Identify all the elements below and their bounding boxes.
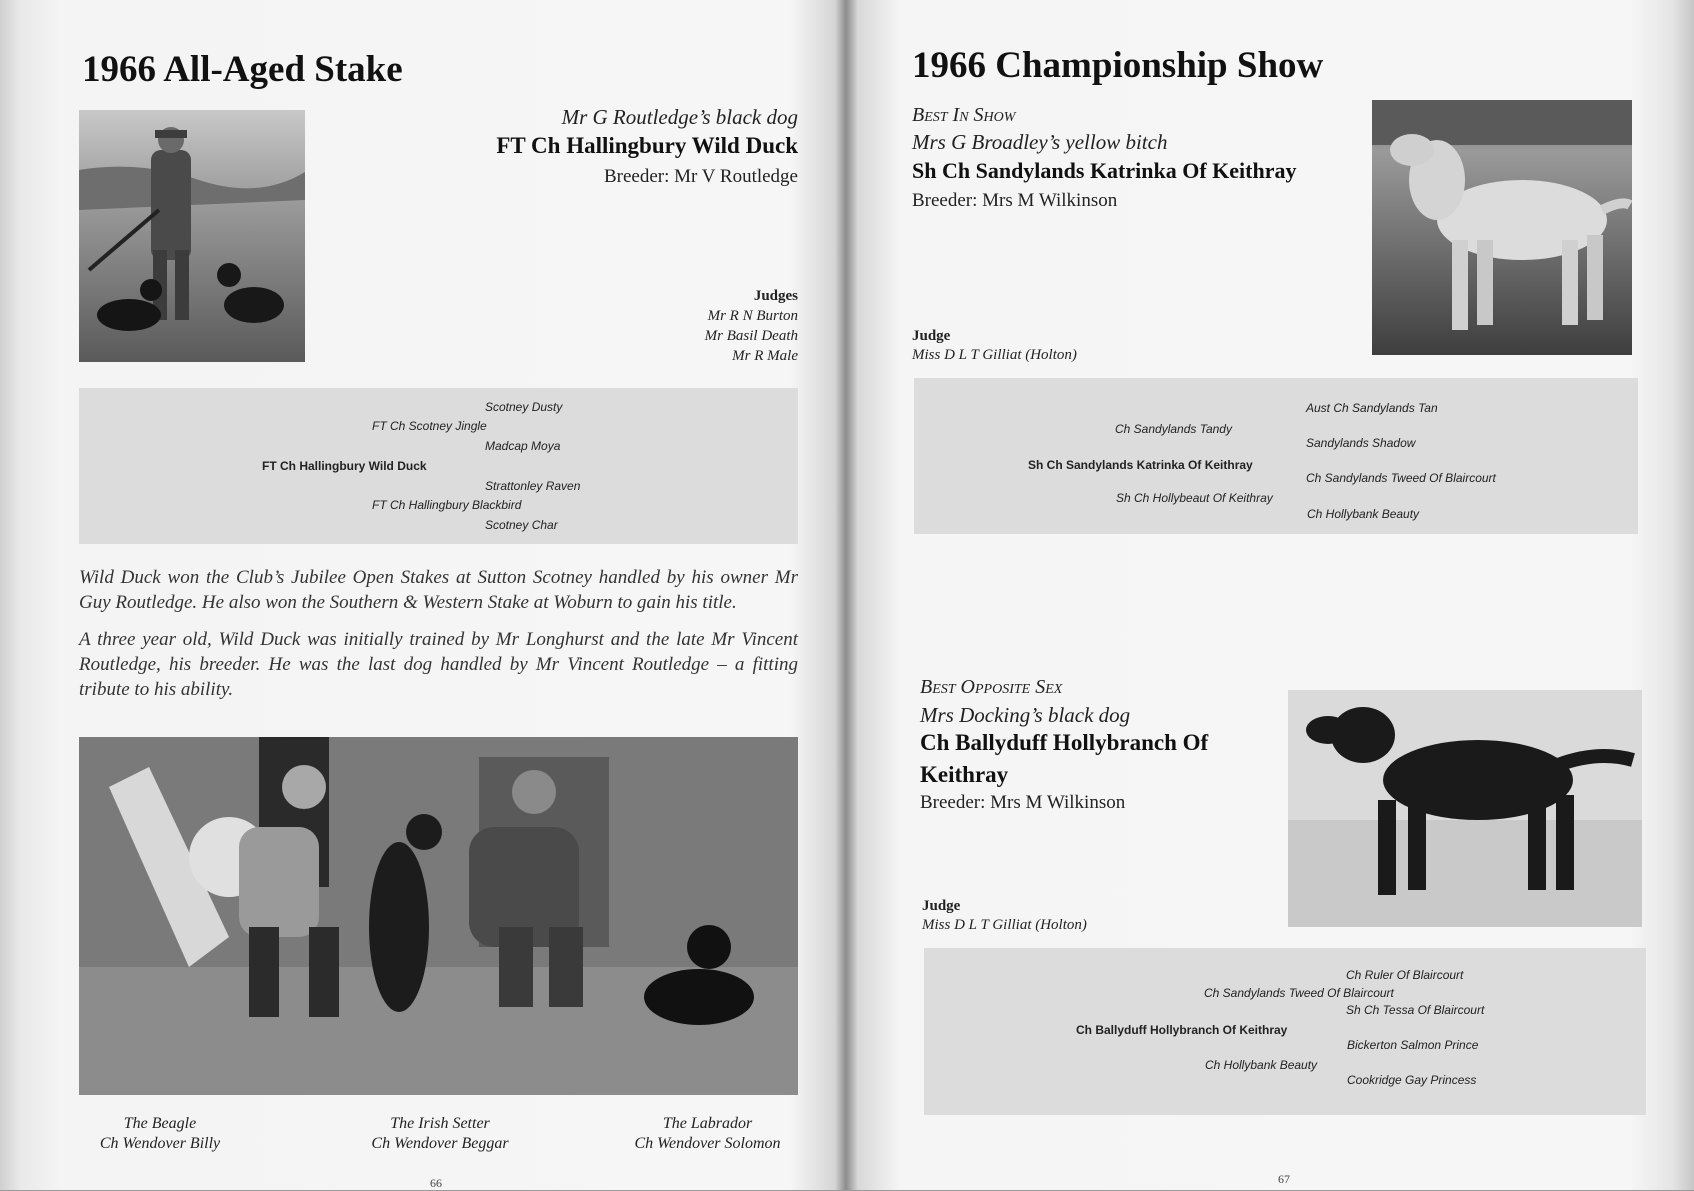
bos-owner-line: Mrs Docking’s black dog <box>920 703 1131 727</box>
bos-dog-name-line2: Keithray <box>920 762 1009 787</box>
caption-irish-setter <box>360 1114 520 1154</box>
judge-name: Mr R Male <box>732 348 798 364</box>
caption-dog-name: Ch Wendover Beggar <box>371 1135 509 1152</box>
caption-dog-name: Ch Wendover Billy <box>99 1135 221 1152</box>
pedigree-dam: Ch Hollybank Beauty <box>1205 1058 1318 1072</box>
bos-judge-heading: Judge <box>922 898 961 914</box>
pedigree-dam-dam: Scotney Char <box>485 518 558 532</box>
pedigree-dam: FT Ch Hallingbury Blackbird <box>372 498 522 512</box>
pedigree-sire-sire: Ch Ruler Of Blaircourt <box>1346 968 1464 982</box>
pedigree-subject: FT Ch Hallingbury Wild Duck <box>262 459 427 473</box>
judge-name: Mr R N Burton <box>707 308 798 324</box>
caption-breed: The Beagle <box>123 1115 197 1132</box>
photo-black-labrador <box>1288 690 1642 927</box>
pedigree-sire-dam: Sandylands Shadow <box>1306 436 1416 450</box>
pedigree-subject: Ch Ballyduff Hollybranch Of Keithray <box>1076 1023 1288 1037</box>
caption-beagle <box>80 1114 240 1154</box>
pedigree-chart <box>79 388 798 544</box>
pedigree-dam-sire: Bickerton Salmon Prince <box>1347 1038 1479 1052</box>
pedigree-subject: Sh Ch Sandylands Katrinka Of Keithray <box>1028 458 1253 472</box>
caption-breed: The Labrador <box>662 1115 753 1132</box>
pedigree-dam: Sh Ch Hollybeaut Of Keithray <box>1116 491 1273 505</box>
pedigree-dam-sire: Ch Sandylands Tweed Of Blaircourt <box>1306 471 1496 485</box>
right-page-title: 1966 Championship Show <box>912 45 1324 86</box>
bis-judge-heading: Judge <box>912 328 951 344</box>
dog-name: FT Ch Hallingbury Wild Duck <box>496 133 798 158</box>
bis-pedigree-chart <box>914 378 1638 534</box>
pedigree-dam-sire: Strattonley Raven <box>485 479 581 493</box>
body-paragraph: Wild Duck won the Club’s Jubilee Open Stakes at Sutton Scotney handled by his owner Mr Guy Routledge. He also won the Southern & Western Stake at Woburn to gain his title. <box>79 567 798 613</box>
photo-group-with-dogs <box>79 737 798 1095</box>
pedigree-sire-sire: Aust Ch Sandylands Tan <box>1306 401 1438 415</box>
caption-labrador <box>620 1114 795 1154</box>
judge-name: Mr Basil Death <box>704 328 798 344</box>
photo-handler-with-dogs <box>79 110 305 362</box>
bis-owner-line: Mrs G Broadley’s yellow bitch <box>912 130 1168 154</box>
pedigree-sire-dam: Madcap Moya <box>485 439 561 453</box>
owner-line: Mr G Routledge’s black dog <box>561 105 798 129</box>
pedigree-sire: FT Ch Scotney Jingle <box>372 419 487 433</box>
judges-heading: Judges <box>753 288 798 304</box>
pedigree-sire: Ch Sandylands Tweed Of Blaircourt <box>1204 986 1394 1000</box>
bos-breeder-line: Breeder: Mrs M Wilkinson <box>920 792 1126 813</box>
page-number-right: 67 <box>1278 1172 1290 1186</box>
bos-judge-name: Miss D L T Gilliat (Holton) <box>922 917 1087 933</box>
best-in-show-label: Best In Show <box>912 104 1016 126</box>
bos-dog-name-line1: Ch Ballyduff Hollybranch Of <box>920 730 1209 755</box>
caption-breed: The Irish Setter <box>390 1115 490 1132</box>
pedigree-sire: Ch Sandylands Tandy <box>1115 422 1232 436</box>
bos-pedigree-chart <box>924 948 1646 1115</box>
caption-dog-name: Ch Wendover Solomon <box>634 1135 781 1152</box>
pedigree-dam-dam: Cookridge Gay Princess <box>1347 1073 1477 1087</box>
best-opposite-sex-label: Best Opposite Sex <box>920 676 1063 698</box>
bis-dog-name: Sh Ch Sandylands Katrinka Of Keithray <box>912 158 1297 183</box>
photo-yellow-labrador <box>1372 100 1632 355</box>
breeder-line: Breeder: Mr V Routledge <box>603 166 798 187</box>
pedigree-dam-dam: Ch Hollybank Beauty <box>1307 507 1420 521</box>
bis-breeder-line: Breeder: Mrs M Wilkinson <box>912 190 1118 211</box>
pedigree-sire-sire: Scotney Dusty <box>485 400 563 414</box>
pedigree-sire-dam: Sh Ch Tessa Of Blaircourt <box>1346 1003 1485 1017</box>
left-page-title: 1966 All-Aged Stake <box>82 49 403 90</box>
body-paragraph: A three year old, Wild Duck was initially trained by Mr Longhurst and the late Mr Vincent Routledge, his breeder. He was the last dog handled by Mr Vincent Routledge – a fitting tribute to his ability. <box>79 629 798 700</box>
bis-judge-name: Miss D L T Gilliat (Holton) <box>912 347 1077 363</box>
page-number-left: 66 <box>430 1176 442 1190</box>
